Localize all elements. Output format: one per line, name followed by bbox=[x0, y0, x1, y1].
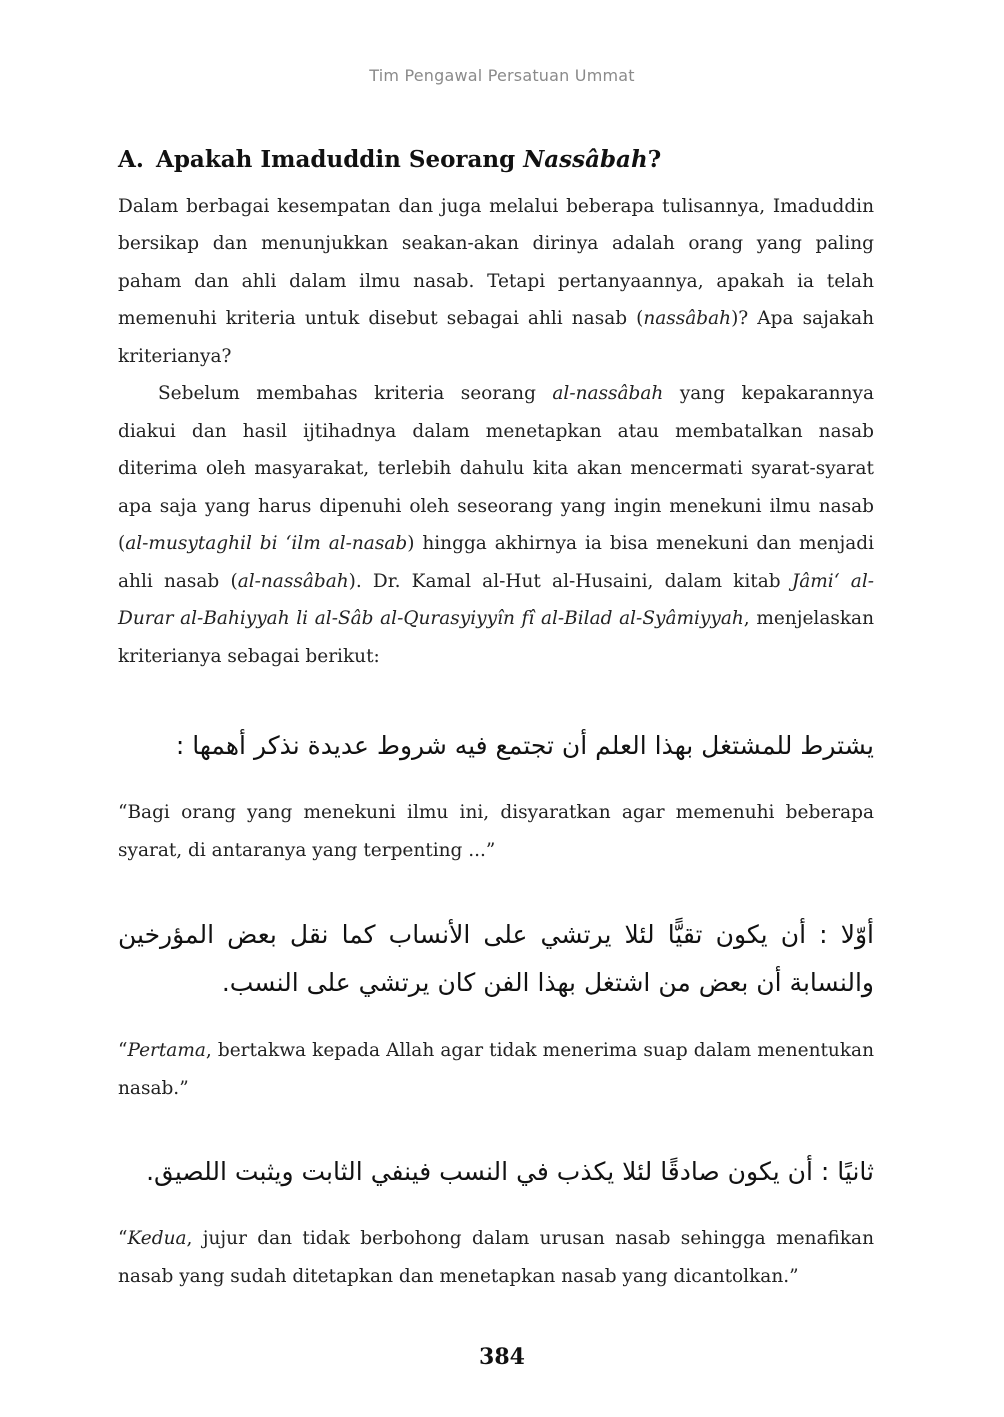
italic-term: Kedua bbox=[127, 1228, 187, 1250]
section-title-part2: ? bbox=[647, 146, 662, 173]
text-run: , bertakwa kepada Allah agar tidak menerima suap dalam menentukan nasab.” bbox=[118, 1040, 874, 1099]
italic-term: al-nassâbah bbox=[552, 383, 664, 405]
arabic-quote-first: أوّلا : أن يكون تقيًّا لئلا يرتشي على الأنساب كما نقل بعض المؤرخين والنسابة أن بعض من اشتغل بهذا الفن كان يرتشي على النسب. bbox=[118, 920, 874, 998]
arabic-quote-second: ثانيًا : أن يكون صادقًا لئلا يكذب في النسب فينفي الثابت ويثبت اللصيق. bbox=[146, 1157, 874, 1187]
text-run: ) hingga akhirnya ia bisa menekuni dan menjadi ahli nasab ( bbox=[118, 533, 874, 592]
running-header: Tim Pengawal Persatuan Ummat bbox=[369, 66, 635, 85]
section-heading bbox=[118, 146, 874, 174]
text-run: yang kepakarannya diakui dan hasil ijtihadnya dalam menetapkan atau membatalkan nasab diterima oleh masyarakat, terlebih dahulu kita akan mencermati syarat-syarat apa saja yang harus dipenuhi oleh seseorang yang ingin menekuni ilmu nasab ( bbox=[118, 383, 874, 555]
italic-term: al-nassâbah bbox=[237, 570, 349, 592]
text-run: , menjelaskan kriterianya sebagai berikut: bbox=[118, 608, 874, 667]
page-content bbox=[118, 146, 874, 1295]
text-run: ). Dr. Kamal al-Hut al-Husaini, dalam kitab bbox=[348, 570, 792, 592]
text-run: “ bbox=[118, 1040, 128, 1062]
section-title-italic: Nassâbah bbox=[523, 146, 648, 173]
translation-intro: “Bagi orang yang menekuni ilmu ini, disyaratkan agar memenuhi beberapa syarat, di antaranya yang terpenting ...” bbox=[118, 802, 874, 861]
text-run: , jujur dan tidak berbohong dalam urusan nasab sehingga menafikan nasab yang sudah ditetapkan dan menetapkan nasab yang dicantolkan.” bbox=[118, 1228, 874, 1287]
translation-first bbox=[118, 1032, 874, 1107]
paragraph-criteria bbox=[118, 375, 874, 675]
translation-second bbox=[118, 1220, 874, 1295]
paragraph-intro bbox=[118, 188, 874, 376]
italic-term: Pertama bbox=[127, 1040, 206, 1062]
arabic-quote-intro: يشترط للمشتغل بهذا العلم أن تجتمع فيه شروط عديدة نذكر أهمها : bbox=[175, 731, 874, 761]
text-run: )? Apa sajakah kriterianya? bbox=[118, 308, 875, 367]
italic-term: al-musytaghil bi ‘ilm al-nasab bbox=[125, 533, 408, 555]
section-letter: A. bbox=[118, 146, 144, 173]
italic-term: nassâbah bbox=[643, 308, 732, 330]
book-title: Jâmi‘ al-Durar al-Bahiyyah li al-Sâb al-Qurasyiyyîn fî al-Bilad al-Syâmiyyah bbox=[118, 570, 874, 630]
text-run: Sebelum membahas kriteria seorang bbox=[158, 383, 553, 405]
text-run: “ bbox=[118, 1228, 128, 1250]
text-run: Dalam berbagai kesempatan dan juga melalui beberapa tulisannya, Imaduddin bersikap dan menunjukkan seakan-akan dirinya adalah orang yang paling paham dan ahli dalam ilmu nasab. Tetapi pertanyaannya, apakah ia telah memenuhi kriteria untuk disebut sebagai ahli nasab ( bbox=[118, 195, 874, 330]
page-number: 384 bbox=[479, 1344, 525, 1370]
section-title-part1: Apakah Imaduddin Seorang bbox=[156, 146, 524, 173]
